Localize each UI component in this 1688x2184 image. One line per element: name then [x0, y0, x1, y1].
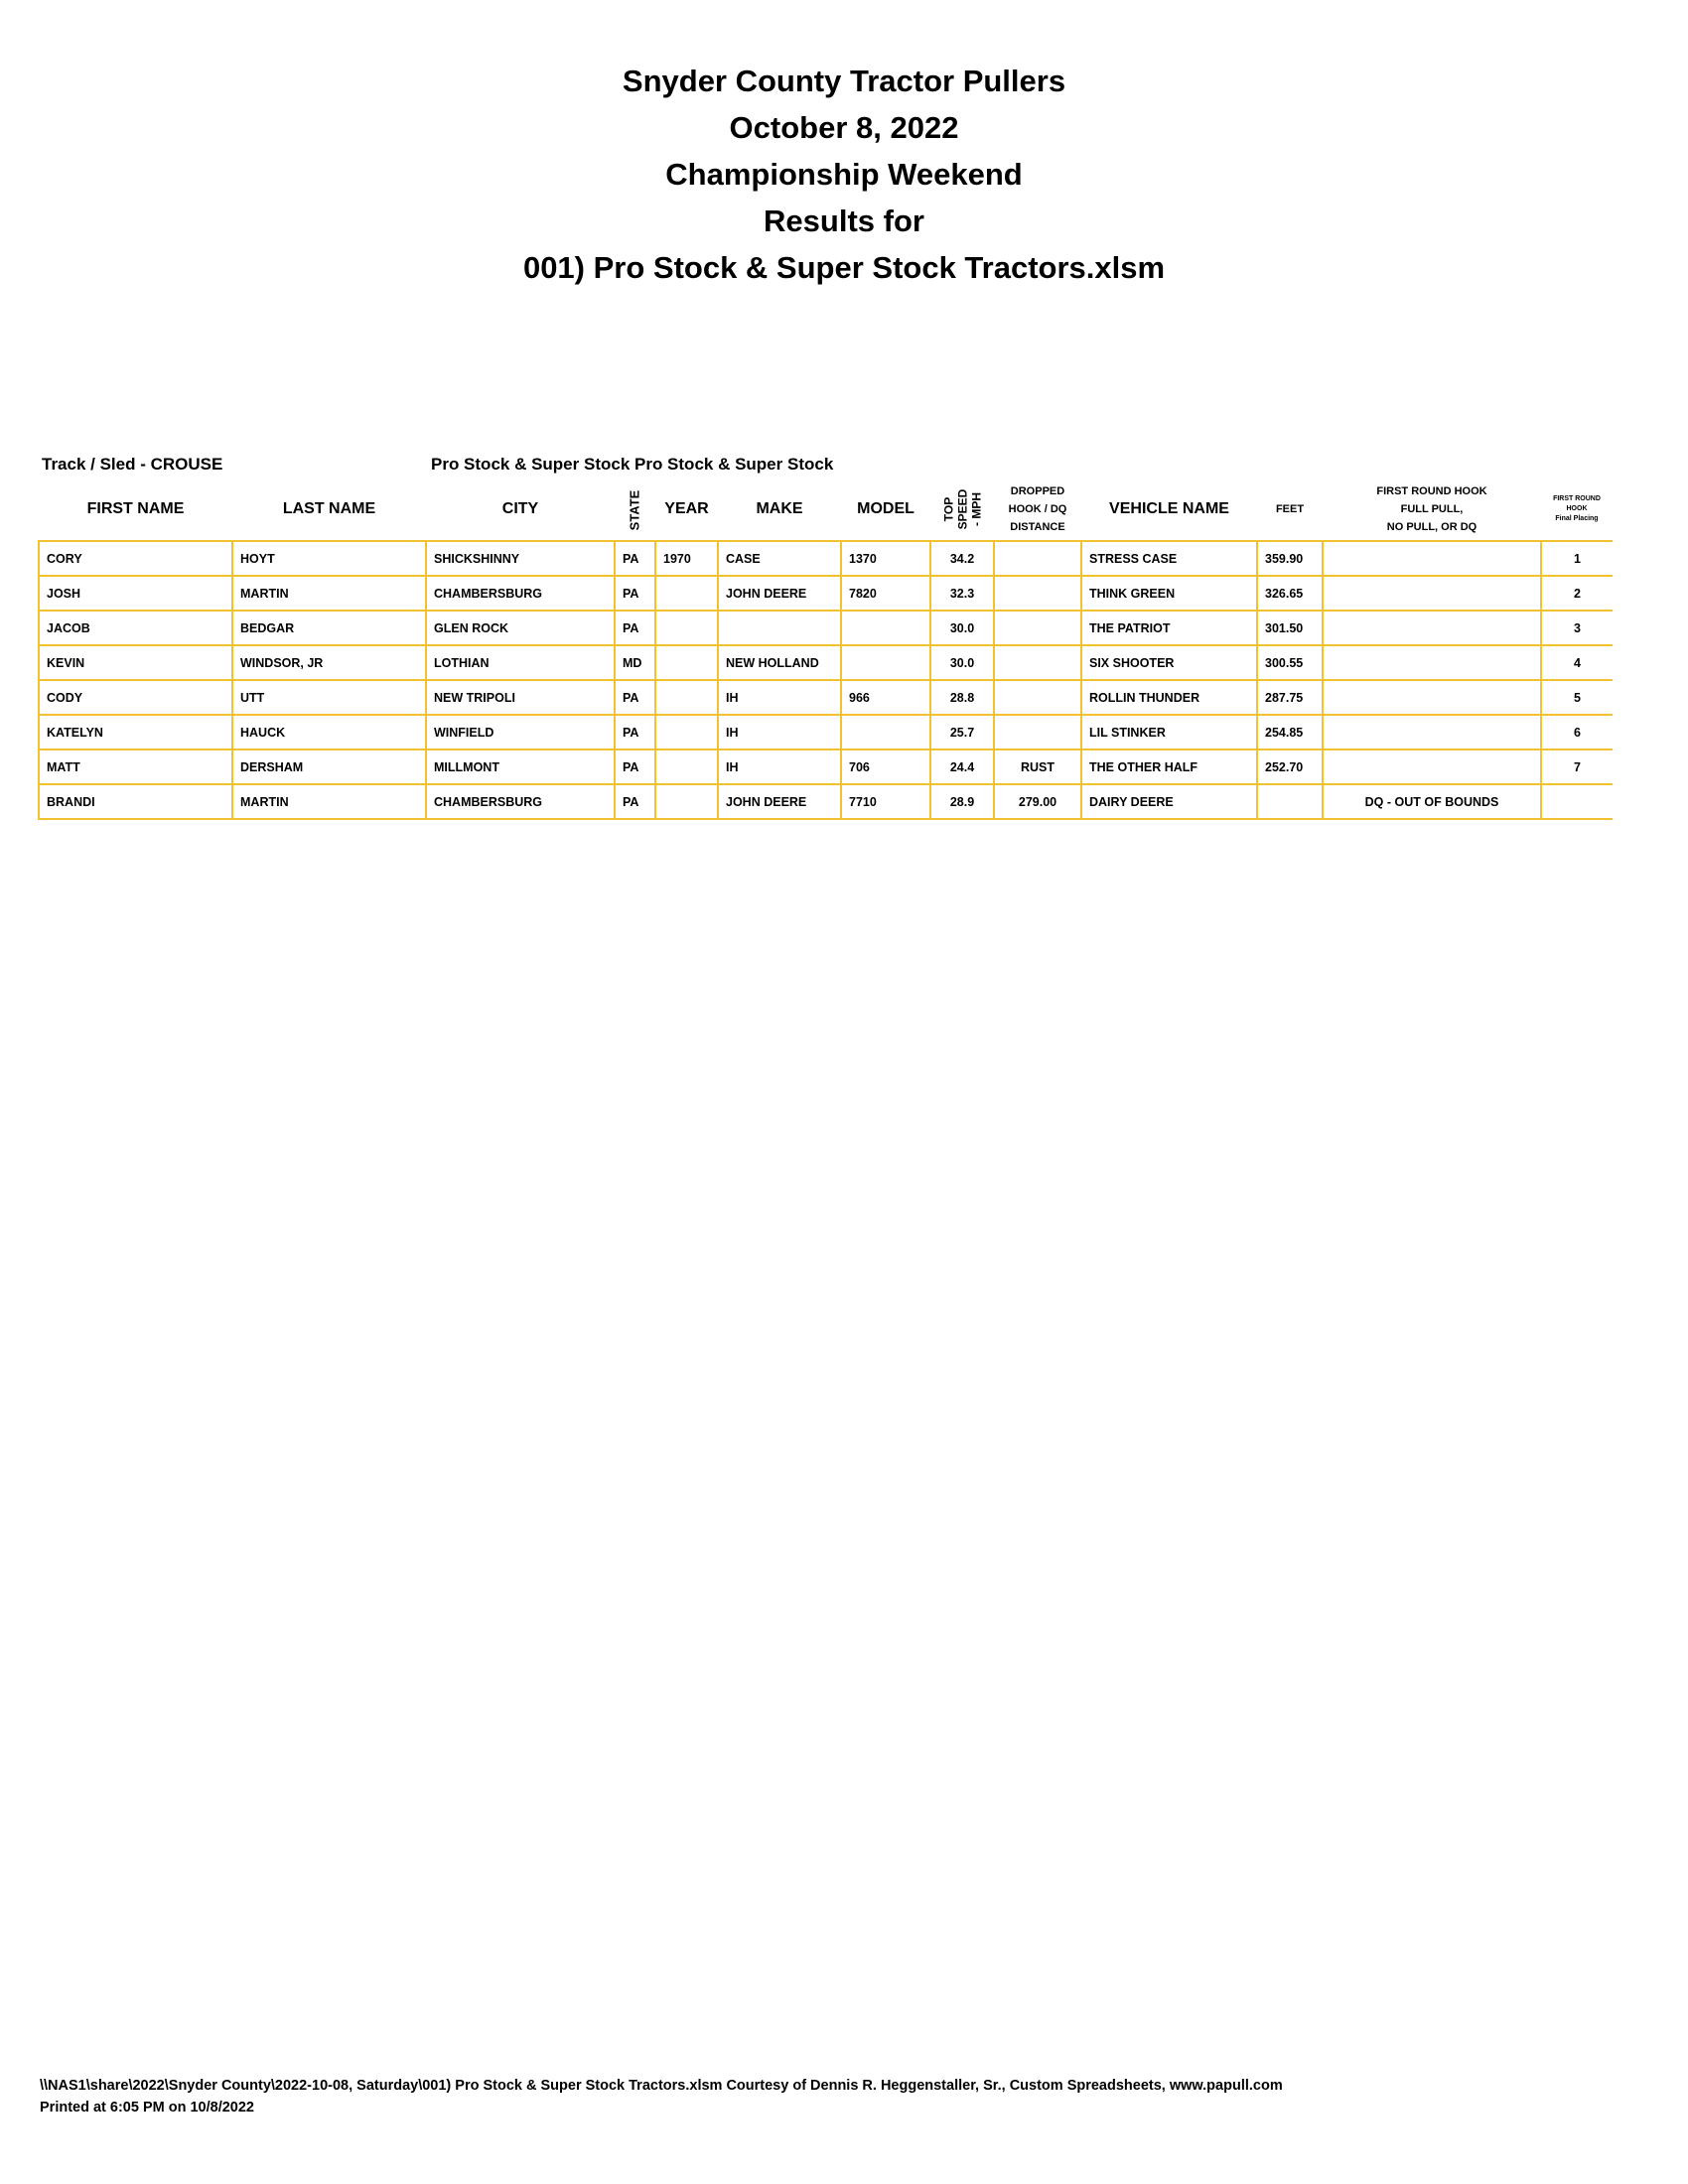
cell-first-name: CORY [39, 541, 232, 576]
col-top-speed: TOP SPEED - MPH [941, 488, 983, 530]
cell-speed: 24.4 [930, 750, 994, 784]
cell-first-round-hook [1323, 715, 1541, 750]
event-name: Championship Weekend [665, 157, 1023, 192]
cell-vehicle: STRESS CASE [1081, 541, 1257, 576]
cell-placing: 5 [1541, 680, 1613, 715]
cell-feet: 252.70 [1257, 750, 1323, 784]
cell-vehicle: THE PATRIOT [1081, 611, 1257, 645]
cell-state: PA [615, 541, 655, 576]
cell-placing: 3 [1541, 611, 1613, 645]
cell-dropped [994, 541, 1081, 576]
col-feet: FEET [1275, 503, 1305, 515]
col-city: CITY [501, 500, 539, 517]
file-title: 001) Pro Stock & Super Stock Tractors.xlsm [522, 250, 1166, 285]
cell-last-name: MARTIN [232, 784, 426, 819]
cell-make [718, 611, 841, 645]
cell-dropped [994, 715, 1081, 750]
cell-year [655, 750, 718, 784]
cell-state: PA [615, 750, 655, 784]
cell-vehicle: THE OTHER HALF [1081, 750, 1257, 784]
cell-city: LOTHIAN [426, 645, 615, 680]
cell-city: SHICKSHINNY [426, 541, 615, 576]
cell-first-round-hook: DQ - OUT OF BOUNDS [1323, 784, 1541, 819]
page-footer [40, 2075, 1283, 2118]
track-sled-label: Track / Sled - CROUSE [42, 455, 223, 474]
cell-state: PA [615, 680, 655, 715]
cell-model: 1370 [841, 541, 930, 576]
cell-feet: 287.75 [1257, 680, 1323, 715]
cell-feet: 326.65 [1257, 576, 1323, 611]
cell-feet: 254.85 [1257, 715, 1323, 750]
cell-dropped: 279.00 [994, 784, 1081, 819]
cell-first-round-hook [1323, 750, 1541, 784]
table-row [39, 541, 1613, 576]
cell-speed: 30.0 [930, 611, 994, 645]
cell-first-name: JOSH [39, 576, 232, 611]
cell-city: GLEN ROCK [426, 611, 615, 645]
cell-year: 1970 [655, 541, 718, 576]
cell-first-round-hook [1323, 645, 1541, 680]
cell-year [655, 680, 718, 715]
results-label: Results for [764, 204, 924, 238]
col-first-name: FIRST NAME [86, 500, 185, 517]
cell-model [841, 611, 930, 645]
report-header [0, 58, 1688, 291]
table-row [39, 611, 1613, 645]
cell-make: IH [718, 680, 841, 715]
cell-city: NEW TRIPOLI [426, 680, 615, 715]
cell-speed: 32.3 [930, 576, 994, 611]
cell-feet: 301.50 [1257, 611, 1323, 645]
cell-year [655, 784, 718, 819]
cell-state: PA [615, 784, 655, 819]
col-final-placing: FIRST ROUND HOOK Final Placing [1553, 495, 1601, 522]
cell-first-name: KATELYN [39, 715, 232, 750]
cell-model [841, 645, 930, 680]
cell-state: PA [615, 611, 655, 645]
col-vehicle-name: VEHICLE NAME [1109, 500, 1229, 517]
header-row [39, 478, 1613, 541]
cell-last-name: BEDGAR [232, 611, 426, 645]
cell-vehicle: THINK GREEN [1081, 576, 1257, 611]
cell-city: MILLMONT [426, 750, 615, 784]
printed-timestamp: Printed at 6:05 PM on 10/8/2022 [40, 2100, 254, 2116]
col-dropped-hook: DROPPED HOOK / DQ DISTANCE [1008, 485, 1067, 533]
cell-make: JOHN DEERE [718, 784, 841, 819]
col-model: MODEL [857, 500, 914, 517]
cell-first-name: BRANDI [39, 784, 232, 819]
cell-vehicle: DAIRY DEERE [1081, 784, 1257, 819]
cell-feet: 300.55 [1257, 645, 1323, 680]
org-title: Snyder County Tractor Pullers [622, 64, 1066, 98]
cell-placing [1541, 784, 1613, 819]
cell-first-name: CODY [39, 680, 232, 715]
cell-vehicle: SIX SHOOTER [1081, 645, 1257, 680]
cell-year [655, 611, 718, 645]
cell-first-round-hook [1323, 541, 1541, 576]
cell-model: 7820 [841, 576, 930, 611]
cell-city: CHAMBERSBURG [426, 576, 615, 611]
cell-dropped: RUST [994, 750, 1081, 784]
col-last-name: LAST NAME [282, 500, 376, 517]
cell-placing: 1 [1541, 541, 1613, 576]
cell-placing: 7 [1541, 750, 1613, 784]
cell-placing: 4 [1541, 645, 1613, 680]
cell-speed: 28.9 [930, 784, 994, 819]
col-make: MAKE [756, 500, 803, 517]
cell-dropped [994, 576, 1081, 611]
cell-speed: 25.7 [930, 715, 994, 750]
cell-last-name: MARTIN [232, 576, 426, 611]
cell-year [655, 576, 718, 611]
col-year: YEAR [664, 500, 709, 517]
cell-placing: 6 [1541, 715, 1613, 750]
cell-make: NEW HOLLAND [718, 645, 841, 680]
cell-state: PA [615, 576, 655, 611]
class-title: Pro Stock & Super Stock Pro Stock & Super Stock [431, 455, 834, 474]
cell-dropped [994, 611, 1081, 645]
cell-make: JOHN DEERE [718, 576, 841, 611]
cell-model: 7710 [841, 784, 930, 819]
cell-state: MD [615, 645, 655, 680]
col-state: STATE [627, 489, 642, 530]
cell-city: CHAMBERSBURG [426, 784, 615, 819]
table-row [39, 645, 1613, 680]
cell-last-name: HAUCK [232, 715, 426, 750]
cell-year [655, 645, 718, 680]
cell-make: IH [718, 715, 841, 750]
cell-last-name: DERSHAM [232, 750, 426, 784]
cell-last-name: UTT [232, 680, 426, 715]
results-table [38, 478, 1613, 820]
table-row [39, 680, 1613, 715]
cell-state: PA [615, 715, 655, 750]
file-path: \\NAS1\share\2022\Snyder County\2022-10-08, Saturday\001) Pro Stock & Super Stock Tractors.xlsm Courtesy of Dennis R. Heggenstaller, Sr., Custom Spreadsheets, www.papull.com [40, 2078, 1283, 2094]
cell-vehicle: ROLLIN THUNDER [1081, 680, 1257, 715]
cell-first-round-hook [1323, 680, 1541, 715]
cell-speed: 30.0 [930, 645, 994, 680]
cell-first-name: KEVIN [39, 645, 232, 680]
cell-dropped [994, 645, 1081, 680]
cell-year [655, 715, 718, 750]
cell-first-name: MATT [39, 750, 232, 784]
cell-dropped [994, 680, 1081, 715]
cell-first-round-hook [1323, 611, 1541, 645]
cell-model: 966 [841, 680, 930, 715]
cell-make: CASE [718, 541, 841, 576]
cell-first-name: JACOB [39, 611, 232, 645]
cell-last-name: HOYT [232, 541, 426, 576]
cell-speed: 28.8 [930, 680, 994, 715]
table-row [39, 750, 1613, 784]
table-row [39, 715, 1613, 750]
cell-feet [1257, 784, 1323, 819]
cell-first-round-hook [1323, 576, 1541, 611]
table-row [39, 784, 1613, 819]
cell-last-name: WINDSOR, JR [232, 645, 426, 680]
cell-speed: 34.2 [930, 541, 994, 576]
cell-model: 706 [841, 750, 930, 784]
cell-city: WINFIELD [426, 715, 615, 750]
cell-vehicle: LIL STINKER [1081, 715, 1257, 750]
table-row [39, 576, 1613, 611]
cell-feet: 359.90 [1257, 541, 1323, 576]
col-first-round-hook: FIRST ROUND HOOK FULL PULL, NO PULL, OR DQ [1376, 485, 1487, 533]
cell-model [841, 715, 930, 750]
cell-placing: 2 [1541, 576, 1613, 611]
event-date: October 8, 2022 [729, 110, 959, 145]
cell-make: IH [718, 750, 841, 784]
